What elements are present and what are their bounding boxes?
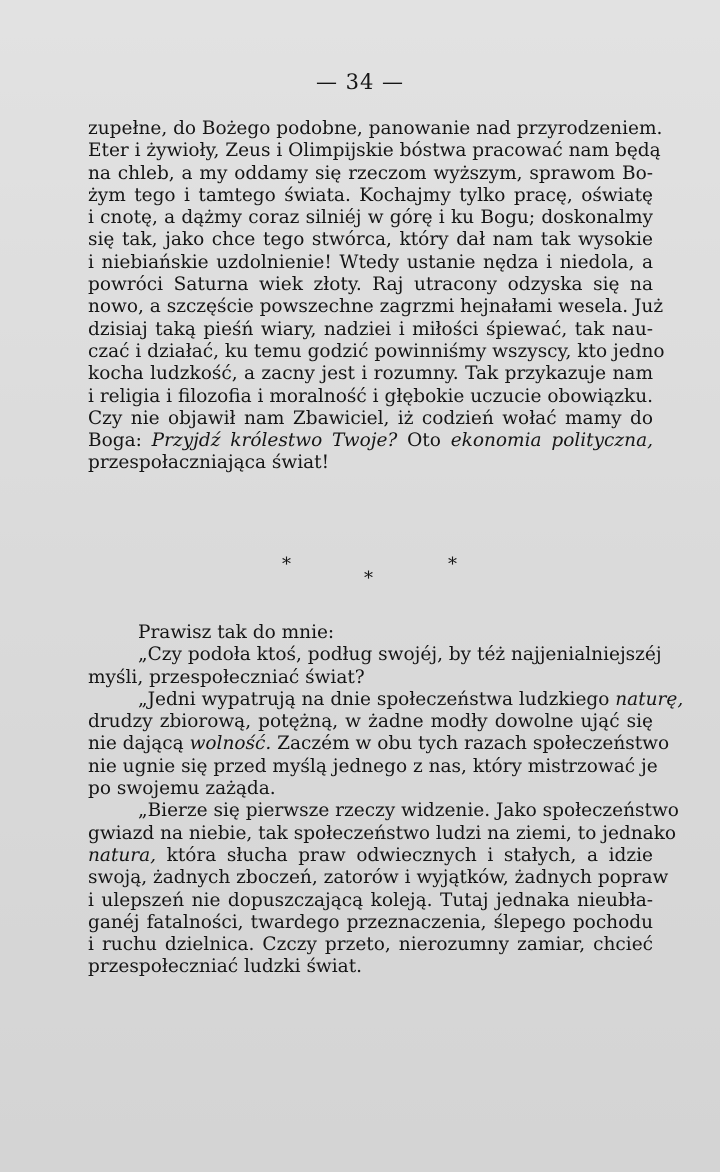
italic-term: ekonomia polityczna, [450, 430, 653, 452]
line-text: nie dającą [88, 733, 190, 755]
separator-star: * [282, 554, 291, 575]
text-line: drudzy zbiorową, potężną, w żadne modły dowolne ująć się [88, 711, 653, 733]
text-line: swoją, żadnych zboczeń, zatorów i wyjątków, żadnych popraw [88, 867, 669, 889]
text-line: powróci Saturna wiek złoty. Raj utracony odzyska się na [88, 274, 653, 296]
text-line: po swojemu zażąda. [88, 778, 276, 800]
text-line: Czy nie objawił nam Zbawiciel, iż codzień wołać mamy do [88, 407, 653, 429]
text-line: i ruchu dzielnica. Czczy przeto, nierozumny zamiar, chcieć [88, 934, 653, 956]
section-2 [88, 622, 684, 979]
text-line: „Bierze się pierwsze rzeczy widzenie. Jako społeczeństwo [138, 800, 679, 822]
text-line: przespołeczniać ludzki świat. [88, 956, 363, 978]
line-text: „Jedni wypatrują na dnie społeczeństwa ludzkiego [138, 688, 616, 710]
text-line [88, 845, 653, 867]
paragraph-1 [88, 118, 665, 475]
text-line: dzisiaj taką pieśń wiary, nadziei i miłości śpiewać, tak nau- [88, 318, 653, 340]
text-line: się tak, jako chce tego stwórca, który dał nam tak wysokie [88, 229, 653, 251]
line-text: która słucha praw odwiecznych i stałych, a idzie [156, 844, 653, 866]
page-number: — 34 — [315, 70, 405, 94]
separator-star: * [448, 554, 457, 575]
text-line: Eter i żywioły, Zeus i Olimpijskie bóstwa pracować nam będą [88, 140, 661, 162]
italic-quote: Przyjdź królestwo Twoje? [151, 430, 398, 452]
italic-term: naturę, [615, 688, 684, 710]
line-text: Oto [397, 430, 451, 452]
text-line [88, 430, 653, 452]
text-line: kocha ludzkość, a zacny jest i rozumny. Tak przykazuje nam [88, 363, 653, 385]
line-text: Zaczém w obu tych razach społeczeństwo [271, 733, 670, 755]
text-line: gwiazd na niebie, tak społeczeństwo ludzi na ziemi, to jednako [88, 822, 677, 844]
text-line: na chleb, a my oddamy się rzeczom wyższym, sprawom Bo- [88, 162, 653, 184]
line-text: Boga: [88, 430, 152, 452]
separator-star: * [364, 568, 373, 589]
text-line: przespołaczniająca świat! [88, 452, 330, 474]
text-line: i cnotę, a dążmy coraz silniéj w górę i ku Bogu; doskonalmy [88, 207, 653, 229]
text-line: i ulepszeń nie dopuszczającą koleją. Tutaj jednaka nieubła- [88, 889, 653, 911]
text-line: zupełne, do Bożego podobne, panowanie nad przyrodzeniem. [88, 118, 663, 139]
text-line: i religia i filozofia i moralność i głębokie uczucie obowiązku. [88, 385, 653, 407]
text-line: ganéj fatalności, twardego przeznaczenia, ślepego pochodu [88, 911, 653, 933]
text-line: myśli, przespołeczniać świat? [88, 666, 365, 688]
text-line: nowo, a szczęście powszechne zagrzmi hejnałami wesela. Już [88, 296, 664, 318]
text-line: Prawisz tak do mnie: [138, 622, 335, 643]
text-line: żym tego i tamtego świata. Kochajmy tylko pracę, oświatę [88, 184, 653, 206]
italic-term: natura, [88, 844, 157, 866]
text-line [88, 733, 670, 755]
text-line: czać i działać, ku temu godzić powinniśmy wszyscy, kto jedno [88, 340, 665, 362]
text-line: nie ugnie się przed myślą jednego z nas, który mistrzować je [88, 755, 658, 777]
italic-term: wolność. [189, 733, 272, 755]
text-line: „Czy podoła ktoś, podług swojéj, by téż najjenialniejszéj [138, 644, 662, 666]
text-line [88, 688, 684, 711]
text-line: i niebiańskie uzdolnienie! Wtedy ustanie nędza i niedola, a [88, 251, 653, 273]
